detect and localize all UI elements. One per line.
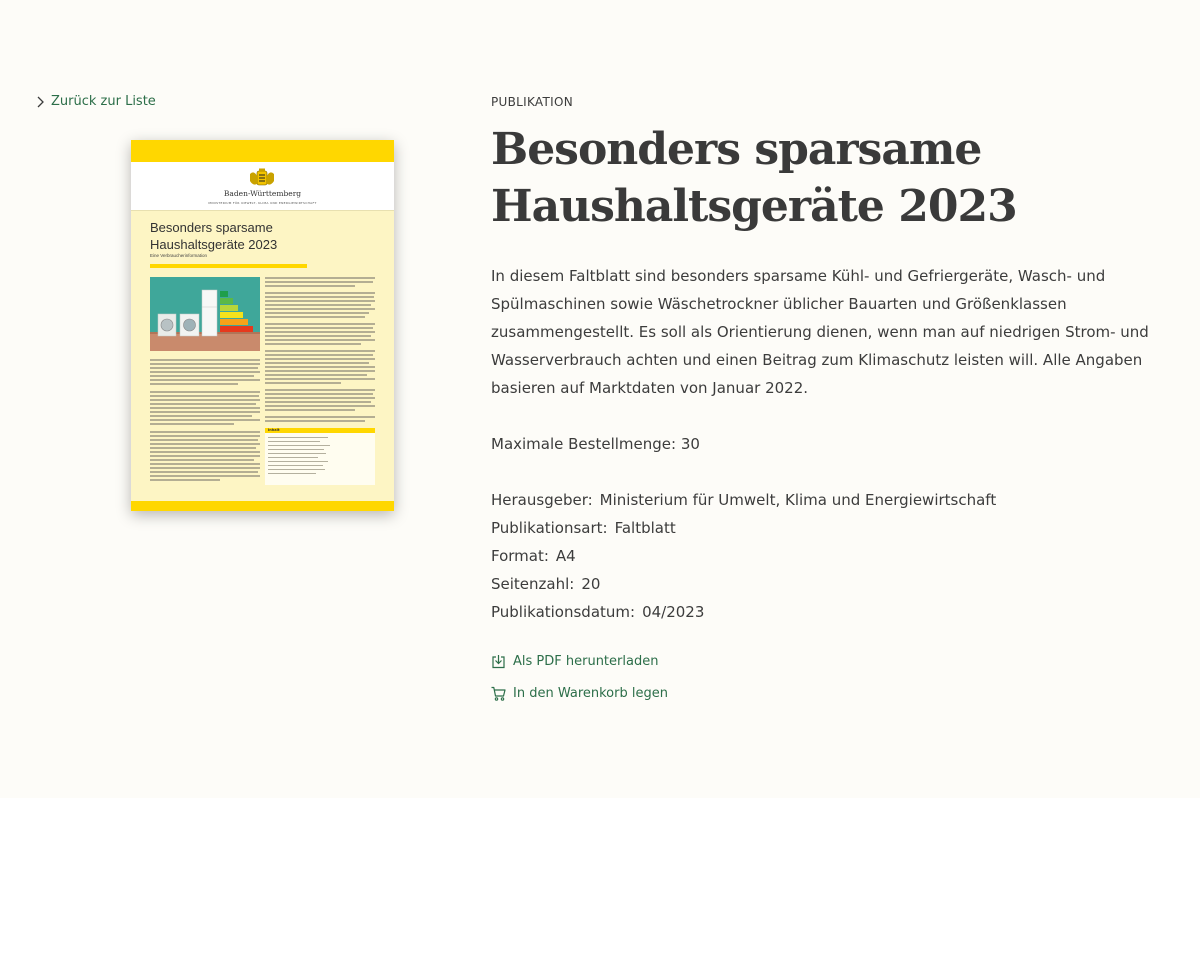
cover-subtitle: Eine Verbraucherinformation	[150, 253, 208, 258]
cover-text-line	[265, 409, 355, 411]
cover-yellow-rule	[150, 264, 307, 268]
cover-text-line	[150, 363, 260, 365]
cover-text-line	[150, 475, 260, 477]
meta-type	[491, 514, 996, 542]
cover-text-line	[265, 382, 341, 384]
publication-metadata	[491, 486, 996, 626]
cover-text-line	[265, 416, 375, 418]
cover-text-line	[265, 354, 373, 356]
appliances-energy-label-photo	[150, 277, 260, 351]
coat-of-arms-icon	[247, 168, 277, 188]
cover-text-line	[265, 292, 375, 294]
add-to-cart-link[interactable]	[491, 686, 668, 701]
cover-text-line	[150, 407, 260, 409]
cover-text-line	[150, 367, 258, 369]
cover-text-line	[150, 419, 260, 421]
cover-text-line	[150, 451, 260, 453]
cover-text-line	[265, 362, 369, 364]
cover-text-line	[150, 471, 258, 473]
cover-text-line	[150, 415, 252, 417]
cart-icon	[491, 686, 506, 701]
cover-text-line	[268, 453, 326, 454]
cover-text-line	[150, 359, 260, 361]
cover-text-line	[265, 304, 371, 306]
cover-text-line	[265, 343, 361, 345]
cover-text-line	[265, 339, 375, 341]
cover-text-line	[150, 375, 254, 377]
back-to-list-link[interactable]	[36, 94, 156, 109]
cover-text-line	[150, 391, 260, 393]
cover-text-line	[268, 449, 324, 450]
cover-text-line	[268, 457, 318, 458]
publication-description: In diesem Faltblatt sind besonders sparsame Kühl- und Gefriergeräte, Wasch- und Spülmaschinen sowie Wäschetrockner üblicher Bauarten und Größenklassen zusammengestellt. Es soll als Orientierung dienen, wenn man auf niedrigen Strom- und Wasserverbrauch achten und einen Beitrag zum Klimaschutz leisten will. Alle Angaben basieren auf Marktdaten von Januar 2022.	[491, 267, 1149, 397]
cover-text-line	[265, 331, 375, 333]
meta-date	[491, 598, 996, 626]
back-to-list-label: Zurück zur Liste	[51, 94, 156, 109]
cover-text-line	[150, 435, 260, 437]
page-title	[491, 121, 1111, 235]
cover-text-line	[150, 443, 260, 445]
cover-text-line	[265, 366, 375, 368]
page-title-line-2: Haushaltsgeräte 2023	[491, 181, 1017, 232]
download-pdf-label: Als PDF herunterladen	[513, 654, 659, 669]
cover-text-line	[265, 378, 375, 380]
brochure-cover-image	[131, 140, 394, 511]
meta-publisher-value: Ministerium für Umwelt, Klima und Energiewirtschaft	[599, 491, 997, 509]
cover-title-line-1: Besonders sparsame	[150, 220, 273, 235]
meta-date-value: 04/2023	[642, 603, 705, 621]
cover-text-line	[150, 399, 260, 401]
cover-text-line	[150, 371, 260, 373]
meta-publisher	[491, 486, 996, 514]
download-pdf-link[interactable]	[491, 654, 658, 669]
cover-text-line	[268, 441, 320, 442]
cover-text-line	[265, 420, 365, 422]
cover-text-line	[150, 459, 254, 461]
cover-contents-label: Inhalt	[268, 428, 280, 432]
cover-text-line	[150, 479, 220, 481]
cover-top-bar	[131, 140, 394, 162]
meta-type-label: Publikationsart:	[491, 519, 608, 537]
meta-format-value: A4	[555, 547, 576, 565]
cover-text-line	[268, 461, 328, 462]
add-to-cart-label: In den Warenkorb legen	[513, 686, 668, 701]
cover-text-line	[265, 389, 375, 391]
cover-contents-bar	[265, 428, 375, 433]
cover-text-line	[150, 379, 260, 381]
cover-ministry-line: MINISTERIUM FÜR UMWELT, KLIMA UND ENERGIEWIRTSCHAFT	[208, 201, 317, 205]
meta-page-count-label: Seitenzahl:	[491, 575, 575, 593]
cover-text-line	[150, 431, 260, 433]
cover-text-line	[265, 277, 375, 279]
download-icon	[491, 654, 506, 669]
max-order-quantity: Maximale Bestellmenge: 30	[491, 435, 700, 453]
cover-text-line	[265, 296, 374, 298]
meta-date-label: Publikationsdatum:	[491, 603, 636, 621]
cover-text-line	[150, 411, 260, 413]
cover-text-line	[150, 463, 260, 465]
cover-title	[150, 219, 380, 253]
cover-text-line	[265, 312, 369, 314]
meta-type-value: Faltblatt	[614, 519, 676, 537]
cover-text-line	[265, 393, 373, 395]
cover-text-line	[265, 397, 375, 399]
cover-contents-box	[265, 428, 375, 485]
cover-text-line	[265, 300, 375, 302]
cover-text-line	[265, 350, 375, 352]
cover-text-line	[150, 423, 234, 425]
cover-text-line	[265, 358, 375, 360]
cover-text-line	[268, 469, 325, 470]
meta-format-label: Format:	[491, 547, 549, 565]
cover-text-line	[265, 308, 375, 310]
page-title-line-1: Besonders sparsame	[491, 124, 982, 175]
meta-format	[491, 542, 996, 570]
publication-eyebrow: PUBLIKATION	[491, 95, 574, 109]
cover-text-line	[150, 455, 260, 457]
cover-text-line	[265, 405, 375, 407]
cover-text-line	[268, 445, 330, 446]
cover-text-line	[150, 467, 260, 469]
cover-text-line	[268, 437, 328, 438]
cover-text-line	[150, 395, 259, 397]
cover-text-line	[268, 473, 316, 474]
cover-text-line	[265, 370, 375, 372]
cover-header	[131, 162, 394, 211]
cover-text-line	[150, 383, 238, 385]
meta-page-count	[491, 570, 996, 598]
cover-text-line	[268, 465, 323, 466]
cover-text-line	[265, 401, 371, 403]
cover-state-name: Baden-Württemberg	[223, 189, 302, 198]
cover-text-line	[150, 403, 256, 405]
chevron-right-icon	[36, 96, 45, 108]
meta-page-count-value: 20	[581, 575, 601, 593]
cover-text-line	[265, 335, 371, 337]
cover-bottom-bar	[131, 501, 394, 511]
cover-text-line	[265, 327, 373, 329]
cover-text-line	[265, 374, 367, 376]
meta-publisher-label: Herausgeber:	[491, 491, 593, 509]
cover-text-line	[265, 285, 355, 287]
cover-title-line-2: Haushaltsgeräte 2023	[150, 237, 278, 252]
cover-text-line	[265, 316, 365, 318]
cover-text-line	[150, 447, 256, 449]
cover-text-line	[265, 281, 373, 283]
cover-text-line	[150, 439, 258, 441]
cover-text-line	[265, 323, 375, 325]
